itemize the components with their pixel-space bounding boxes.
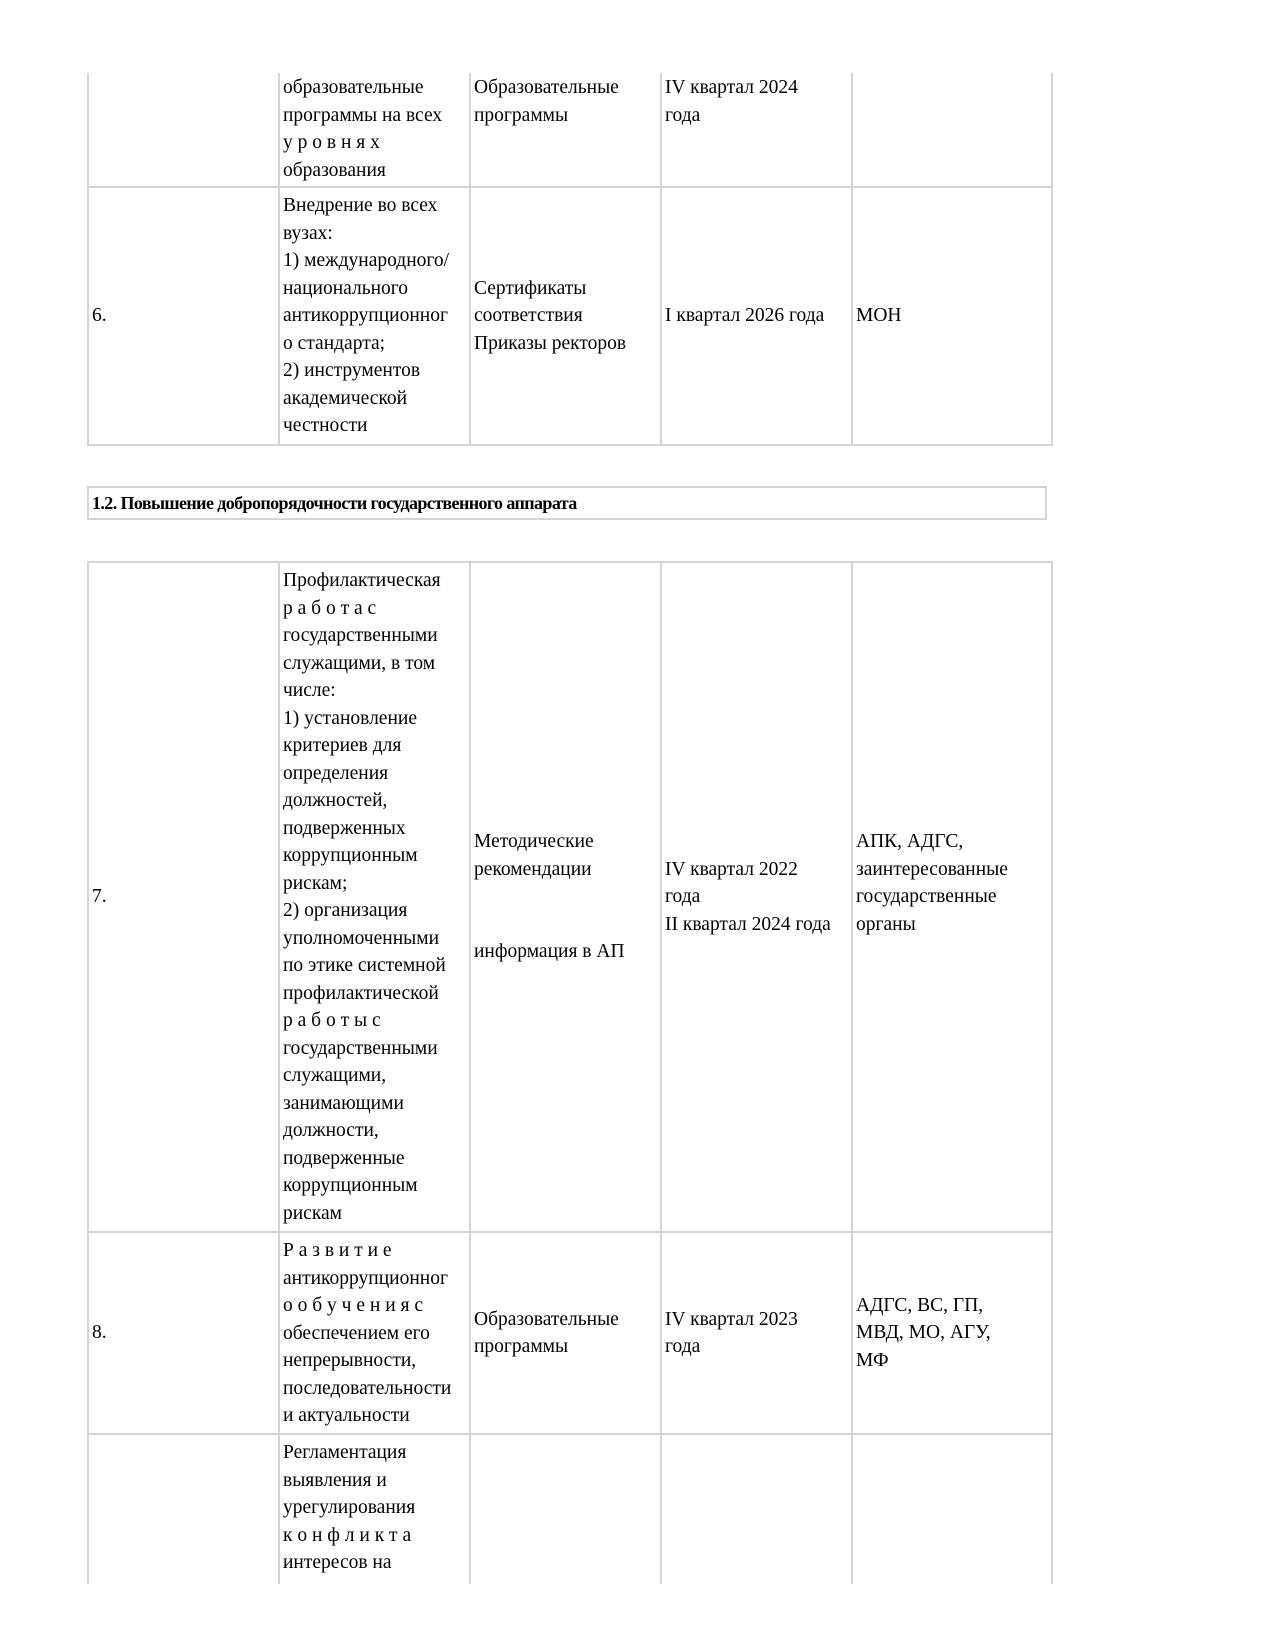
text-line: 2) инструментов xyxy=(283,360,421,381)
text-line: Образовательные xyxy=(474,77,619,98)
text-line: государственными xyxy=(283,1037,438,1059)
cell-deadline xyxy=(661,187,852,445)
text-line: у р о в н я х xyxy=(283,132,380,153)
text-line: р а б о т а с xyxy=(283,597,377,619)
cell-measure xyxy=(279,187,470,445)
text-line: антикоррупционног xyxy=(283,1267,448,1289)
table-row-8 xyxy=(88,1232,1052,1434)
text-line: определения xyxy=(283,762,389,784)
text-line: рискам xyxy=(283,1202,343,1224)
cell-number xyxy=(88,73,279,187)
cell-responsible xyxy=(852,73,1052,187)
text-line: образования xyxy=(283,159,386,181)
text-line: выявления и xyxy=(283,1469,387,1491)
cell-deadline xyxy=(661,1232,852,1434)
cell-completion-form xyxy=(470,187,661,445)
text-line: Приказы ректоров xyxy=(474,332,627,354)
row-number: 7. xyxy=(92,886,107,908)
text-line: МВД, МО, АГУ, xyxy=(856,1322,991,1344)
text-line: профилактической xyxy=(283,982,439,1004)
text-line: соответствия xyxy=(474,305,583,327)
text-line: IV квартал 2024 xyxy=(665,77,798,98)
text-line: IV квартал 2022 xyxy=(665,858,798,880)
table-row-7 xyxy=(88,562,1052,1232)
text-line: АДГС, ВС, ГП, xyxy=(856,1294,984,1316)
text-line: должности, xyxy=(283,1120,379,1141)
text-line: Методические xyxy=(474,831,594,853)
text-line: подверженных xyxy=(283,817,406,839)
text-line xyxy=(474,883,657,911)
text-line: информация в АП xyxy=(474,941,625,963)
text-line: р а б о т ы с xyxy=(283,1010,381,1031)
text-line: обеспечением его xyxy=(283,1322,430,1344)
text-line: года xyxy=(665,886,701,908)
cell-measure xyxy=(279,1434,470,1584)
cell-completion-form xyxy=(470,73,661,187)
text-line: года xyxy=(665,104,701,126)
text-line: и актуальности xyxy=(283,1405,410,1426)
cell-number xyxy=(88,1232,279,1434)
text-line: II квартал 2024 года xyxy=(665,913,831,935)
text-line: государственными xyxy=(283,625,438,646)
table-row-6 xyxy=(88,187,1052,445)
cell-deadline xyxy=(661,562,852,1232)
text-line: программы на всех xyxy=(283,104,443,126)
table-row-9 xyxy=(88,1434,1052,1584)
row-number: 6. xyxy=(92,305,107,327)
text-line: урегулирования xyxy=(283,1497,416,1518)
text-line: I квартал 2026 года xyxy=(665,305,825,327)
text-line: заинтересованные xyxy=(856,858,1008,880)
text-line: о о б у ч е н и я с xyxy=(283,1295,424,1316)
cell-responsible xyxy=(852,187,1052,445)
cell-responsible xyxy=(852,1434,1052,1584)
text-line: честности xyxy=(283,415,368,436)
text-line: АПК, АДГС, xyxy=(856,831,964,852)
text-line: Образовательные xyxy=(474,1308,619,1330)
text-line: интересов на xyxy=(283,1552,392,1573)
text-line: национального xyxy=(283,277,409,299)
text-line: Сертификаты xyxy=(474,277,587,299)
text-line: IV квартал 2023 xyxy=(665,1308,798,1330)
cell-number xyxy=(88,562,279,1232)
text-line: рекомендации xyxy=(474,858,592,880)
cell-completion-form xyxy=(470,562,661,1232)
text-line: антикоррупционног xyxy=(283,305,448,326)
text-line: 2) организация xyxy=(283,900,408,921)
text-line: должностей, xyxy=(283,790,388,811)
text-line: органы xyxy=(856,913,916,935)
row-number: 8. xyxy=(92,1322,107,1344)
cell-completion-form xyxy=(470,1434,661,1584)
text-line xyxy=(474,911,657,939)
text-line: о стандарта; xyxy=(283,332,386,354)
text-line: к о н ф л и к т а xyxy=(283,1524,412,1546)
cell-responsible xyxy=(852,1232,1052,1434)
text-line: занимающими xyxy=(283,1092,404,1114)
cell-completion-form xyxy=(470,1232,661,1434)
text-line: 1) установление xyxy=(283,707,417,729)
text-line: Внедрение во всех xyxy=(283,195,438,216)
cell-measure xyxy=(279,73,470,187)
text-line: вузах: xyxy=(283,222,333,244)
text-line: служащими, xyxy=(283,1065,387,1086)
cell-measure xyxy=(279,562,470,1232)
text-line: Профилактическая xyxy=(283,570,441,591)
text-line: Р а з в и т и е xyxy=(283,1240,392,1261)
plan-table-top xyxy=(87,73,1053,446)
text-line: программы xyxy=(474,104,569,126)
text-line: коррупционным xyxy=(283,1175,418,1196)
text-line: служащими, в том xyxy=(283,652,436,674)
text-line: МФ xyxy=(856,1349,889,1371)
text-line: непрерывности, xyxy=(283,1350,417,1371)
text-line: критериев для xyxy=(283,735,402,756)
text-line: коррупционным xyxy=(283,845,418,866)
text-line: года xyxy=(665,1336,701,1357)
cell-responsible xyxy=(852,562,1052,1232)
section-heading: 1.2. Повышение добропорядочности государственного аппарата xyxy=(87,486,1047,520)
table-row-continued xyxy=(88,73,1052,187)
text-line: МОН xyxy=(856,305,902,327)
cell-deadline xyxy=(661,1434,852,1584)
cell-number xyxy=(88,187,279,445)
text-line: по этике системной xyxy=(283,955,446,976)
text-line: государственные xyxy=(856,886,997,907)
plan-table-bottom xyxy=(87,561,1053,1584)
text-line: 1) международного/ xyxy=(283,250,450,271)
text-line: числе: xyxy=(283,680,336,701)
text-line: программы xyxy=(474,1336,569,1357)
text-line: рискам; xyxy=(283,872,348,894)
text-line: Регламентация xyxy=(283,1442,407,1463)
cell-measure xyxy=(279,1232,470,1434)
cell-number xyxy=(88,1434,279,1584)
cell-deadline xyxy=(661,73,852,187)
text-line: подверженные xyxy=(283,1147,405,1169)
text-line: последовательности xyxy=(283,1377,452,1399)
text-line: образовательные xyxy=(283,77,424,98)
text-line: академической xyxy=(283,387,408,409)
text-line: уполномоченными xyxy=(283,927,440,949)
